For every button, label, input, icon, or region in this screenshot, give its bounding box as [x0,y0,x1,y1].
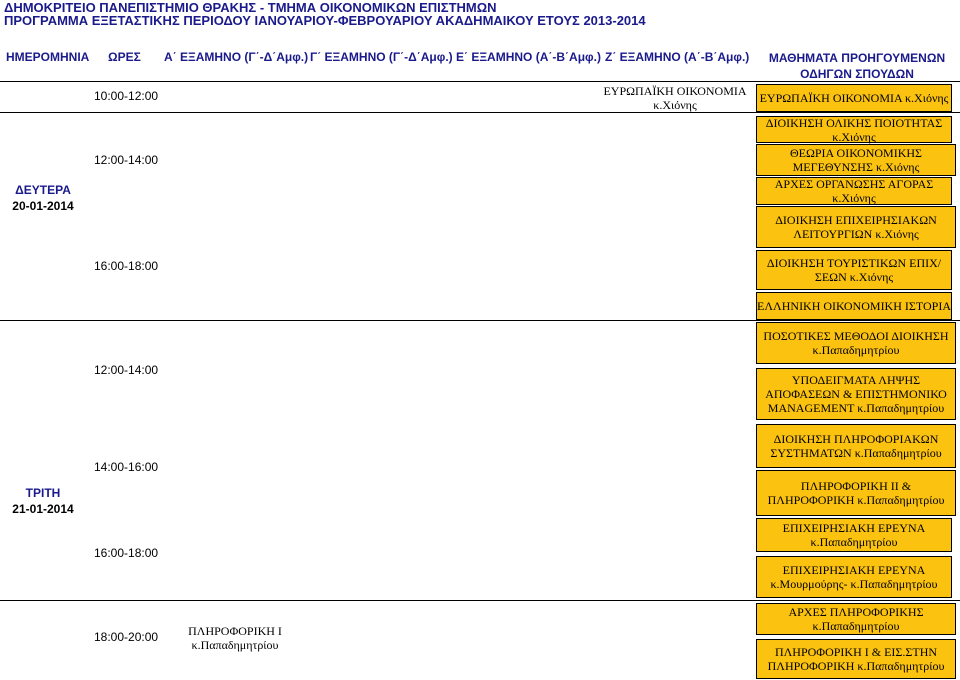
time-slot: 16:00-18:00 [94,259,159,273]
time-slot: 18:00-20:00 [94,630,159,644]
exam-prev-arxes-plir: ΑΡΧΕΣ ΠΛΗΡΟΦΟΡΙΚΗΣ κ.Παπαδημητρίου [756,603,956,635]
time-slot: 12:00-14:00 [94,363,159,377]
exam-prev-euro: ΕΥΡΩΠΑΪΚΗ ΟΙΚΟΝΟΜΙΑ κ.Χιόνης [756,84,952,112]
exam-prev-elliniki: ΕΛΛΗΝΙΚΗ ΟΙΚΟΝΟΜΙΚΗ ΙΣΤΟΡΙΑ [756,292,952,320]
exam-prev-plir-eis: ΠΛΗΡΟΦΟΡΙΚΗ Ι & ΕΙΣ.ΣΤΗΝ ΠΛΗΡΟΦΟΡΙΚΗ κ.Παπαδημητρίου [756,639,956,679]
day-monday [8,182,78,214]
day-name: ΤΡΙΤΗ [25,486,61,500]
day-date: 20-01-2014 [12,199,74,213]
exam-prev-posotikes: ΠΟΣΟΤΙΚΕΣ ΜΕΘΟΔΟΙ ΔΙΟΙΚΗΣΗ κ.Παπαδημητρίου [756,322,956,364]
col-hours: ΩΡΕΣ [108,50,141,64]
day-tuesday [8,485,78,517]
exam-prev-ereuna1: ΕΠΙΧΕΙΡΗΣΙΑΚΗ ΕΡΕΥΝΑ κ.Παπαδημητρίου [756,518,952,552]
col-prev: ΜΑΘΗΜΑΤΑ ΠΡΟΗΓΟΥΜΕΝΩΝ ΟΔΗΓΩΝ ΣΠΟΥΔΩΝ [768,51,946,81]
time-slot: 10:00-12:00 [94,89,159,103]
exam-prev-poiotitas: ΔΙΟΙΚΗΣΗ ΟΛΙΚΗΣ ΠΟΙΟΤΗΤΑΣ κ.Χιόνης [756,116,952,143]
school-title: ΔΗΜΟΚΡΙΤΕΙΟ ΠΑΝΕΠΙΣΤΗΜΙΟ ΘΡΑΚΗΣ - ΤΜΗΜΑ ΟΙΚΟΝΟΜΙΚΩΝ ΕΠΙΣΤΗΜΩΝ [4,0,497,15]
exam-prev-arxes: ΑΡΧΕΣ ΟΡΓΑΝΩΣΗΣ ΑΓΟΡΑΣ κ.Χιόνης [756,177,952,205]
time-slot: 14:00-16:00 [94,460,159,474]
schedule-title: ΠΡΟΓΡΑΜΜΑ ΕΞΕΤΑΣΤΙΚΗΣ ΠΕΡΙΟΔΟΥ ΙΑΝΟΥΑΡΙΟΥ-ΦΕΒΡΟΥΑΡΙΟΥ ΑΚΑΔΗΜΑΙΚΟΥ ΕΤΟΥΣ 2013-2014 [4,13,646,28]
exam-prev-ereuna2: ΕΠΙΧΕΙΡΗΣΙΑΚΗ ΕΡΕΥΝΑ κ.Μουρμούρης- κ.Παπαδημητρίου [756,556,952,598]
col-sem-a: Α΄ ΕΞΑΜΗΝΟ (Γ΄-Δ΄Αμφ.) [164,50,309,64]
exam-prev-ypodeigmata: ΥΠΟΔΕΙΓΜΑΤΑ ΛΗΨΗΣ ΑΠΟΦΑΣΕΩΝ & ΕΠΙΣΤΗΜΟΝΙΚΟ MANAGEMENT κ.Παπαδημητρίου [756,368,956,420]
exam-prev-pliroforiki2: ΠΛΗΡΟΦΟΡΙΚΗ ΙΙ & ΠΛΗΡΟΦΟΡΙΚΗ κ.Παπαδημητρίου [756,470,956,516]
row-divider [0,320,960,321]
row-divider [0,600,960,601]
exam-prev-touristikon: ΔΙΟΙΚΗΣΗ ΤΟΥΡΙΣΤΙΚΩΝ ΕΠΙΧ/ΣΕΩΝ κ.Χιόνης [756,250,952,290]
exam-prev-pliroforiakon: ΔΙΟΙΚΗΣΗ ΠΛΗΡΟΦΟΡΙΑΚΩΝ ΣΥΣΤΗΜΑΤΩΝ κ.Παπαδημητρίου [756,424,956,468]
exam-prev-theoria: ΘΕΩΡΙΑ ΟΙΚΟΝΟΜΙΚΗΣ ΜΕΓΕΘΥΝΣΗΣ κ.Χιόνης [756,144,956,176]
row-divider [0,81,960,82]
exam-prev-epixeirisiakon: ΔΙΟΙΚΗΣΗ ΕΠΙΧΕΙΡΗΣΙΑΚΩΝ ΛΕΙΤΟΥΡΓΙΩΝ κ.Χιόνης [756,206,956,248]
exam-a-pliroforiki: ΠΛΗΡΟΦΟΡΙΚΗ Ι κ.Παπαδημητρίου [188,624,282,652]
day-date: 21-01-2014 [12,502,74,516]
day-name: ΔΕΥΤΕΡΑ [15,183,71,197]
exam-z-euro: ΕΥΡΩΠΑΪΚΗ ΟΙΚΟΝΟΜΙΑ κ.Χιόνης [603,84,747,112]
time-slot: 16:00-18:00 [94,546,159,560]
col-date: ΗΜΕΡΟΜΗΝΙΑ [6,50,90,64]
row-divider [0,112,960,113]
col-sem-g: Ζ΄ ΕΞΑΜΗΝΟ (Α΄-Β΄Αμφ.) [605,50,750,64]
col-sem-c: Γ΄ ΕΞΑΜΗΝΟ (Γ΄-Δ΄Αμφ.) [310,50,453,64]
time-slot: 12:00-14:00 [94,153,159,167]
col-sem-e: Ε΄ ΕΞΑΜΗΝΟ (Α΄-Β΄Αμφ.) [456,50,601,64]
